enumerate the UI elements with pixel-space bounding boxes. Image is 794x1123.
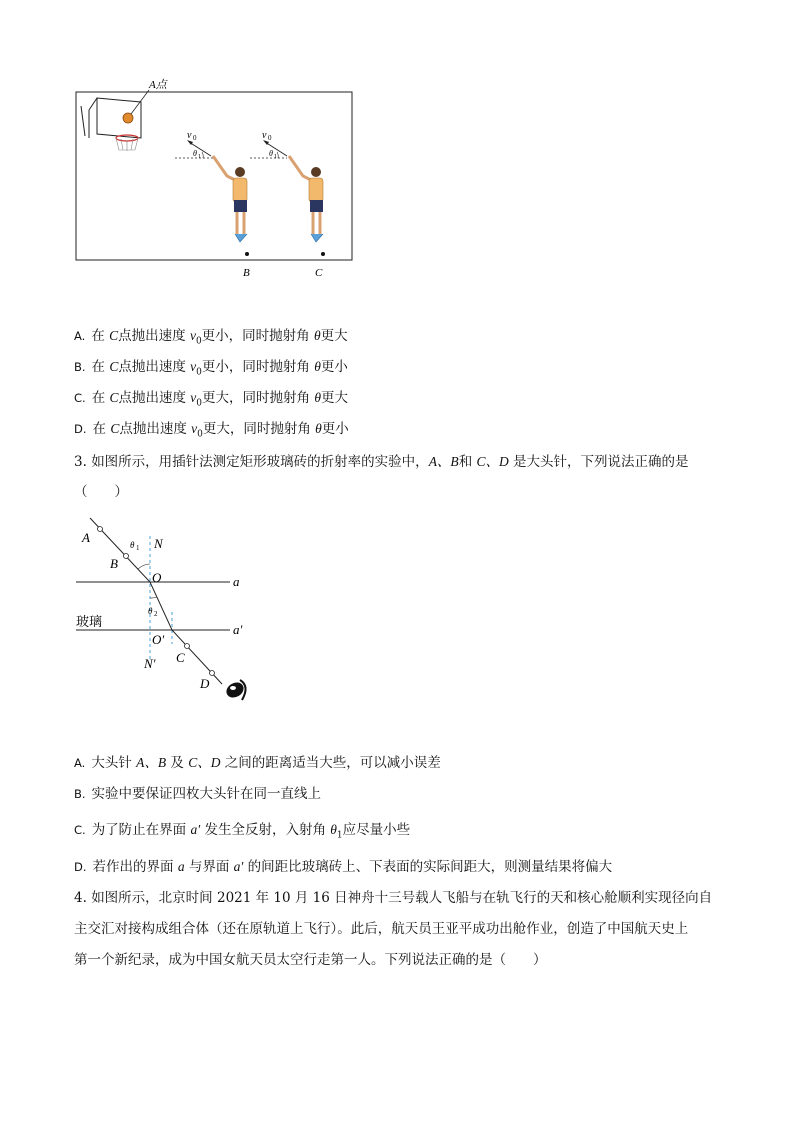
svg-text:O′: O′ (152, 632, 165, 647)
svg-text:a: a (233, 574, 240, 589)
svg-text:N: N (154, 536, 163, 551)
player-c (250, 130, 325, 256)
q3-option-c: C. 为了防止在界面 a′ 发生全反射，入射角 $\theta_1$应尽量小些 (74, 822, 411, 841)
svg-text:1: 1 (274, 154, 277, 160)
svg-text:1: 1 (198, 154, 201, 160)
eye-icon (224, 679, 247, 700)
q2-option-d: D. 在 C点抛出速度 $v_0$更大，同时抛射角 θ更小 (74, 421, 349, 440)
basketball-figure (75, 76, 355, 279)
svg-text:2: 2 (154, 610, 158, 618)
q2-option-b: B. 在 C点抛出速度 $v_0$更小，同时抛射角 θ更小 (74, 359, 348, 378)
q3-option-d: D. 若作出的界面 a 与界面 a′ 的间距比玻璃砖上、下表面的实际间距大，则测量结果将偏大 (74, 859, 613, 875)
basketball-icon (123, 113, 133, 123)
q2-option-a: A. 在 C点抛出速度 $v_0$更小，同时抛射角 θ更大 (74, 328, 348, 347)
svg-text:θ: θ (193, 149, 197, 158)
q4-line-3: 第一个新纪录，成为中国女航天员太空行走第一人。下列说法正确的是（ ） (74, 952, 547, 968)
point-c-label: C (315, 267, 323, 279)
svg-text:玻璃: 玻璃 (76, 614, 103, 629)
q4-line-2: 主交汇对接构成组合体（还在原轨道上飞行）。此后，航天员王亚平成功出舱作业，创造了中国航天史上 (74, 921, 689, 937)
q3-option-a: A. 大头针 A、B 及 C、D 之间的距离适当大些，可以减小误差 (74, 755, 441, 771)
q3-blank: （ ） (74, 484, 128, 500)
svg-text:θ: θ (130, 540, 135, 550)
svg-text:B: B (110, 556, 118, 571)
svg-text:a′: a′ (233, 622, 243, 637)
svg-text:v: v (187, 130, 192, 141)
svg-text:0: 0 (268, 134, 272, 142)
svg-text:0: 0 (193, 134, 197, 142)
point-a-label: A点 (149, 79, 167, 91)
refraction-figure (70, 516, 260, 706)
svg-text:D: D (200, 676, 210, 691)
q2-option-c: C. 在 C点抛出速度 $v_0$更大，同时抛射角 θ更大 (74, 390, 348, 409)
q3-stem: 3. 如图所示，用插针法测定矩形玻璃砖的折射率的实验中，A、B和 C、D 是大头针，下列说法正确的是 (74, 454, 689, 470)
svg-text:θ: θ (148, 606, 153, 616)
svg-text:O: O (152, 570, 162, 585)
svg-text:1: 1 (136, 544, 140, 552)
svg-text:C: C (176, 650, 185, 665)
svg-text:A: A (82, 530, 90, 545)
svg-text:θ: θ (269, 149, 273, 158)
svg-text:N′: N′ (144, 656, 156, 671)
q3-option-b: B. 实验中要保证四枚大头针在同一直线上 (74, 786, 322, 802)
player-b (175, 130, 249, 256)
q4-line-1: 4. 如图所示，北京时间 2021 年 10 月 16 日神舟十三号载人飞船与在轨飞行的天和核心舱顺利实现径向自 (74, 890, 713, 906)
point-b-label: B (243, 267, 250, 279)
svg-text:v: v (262, 130, 267, 141)
